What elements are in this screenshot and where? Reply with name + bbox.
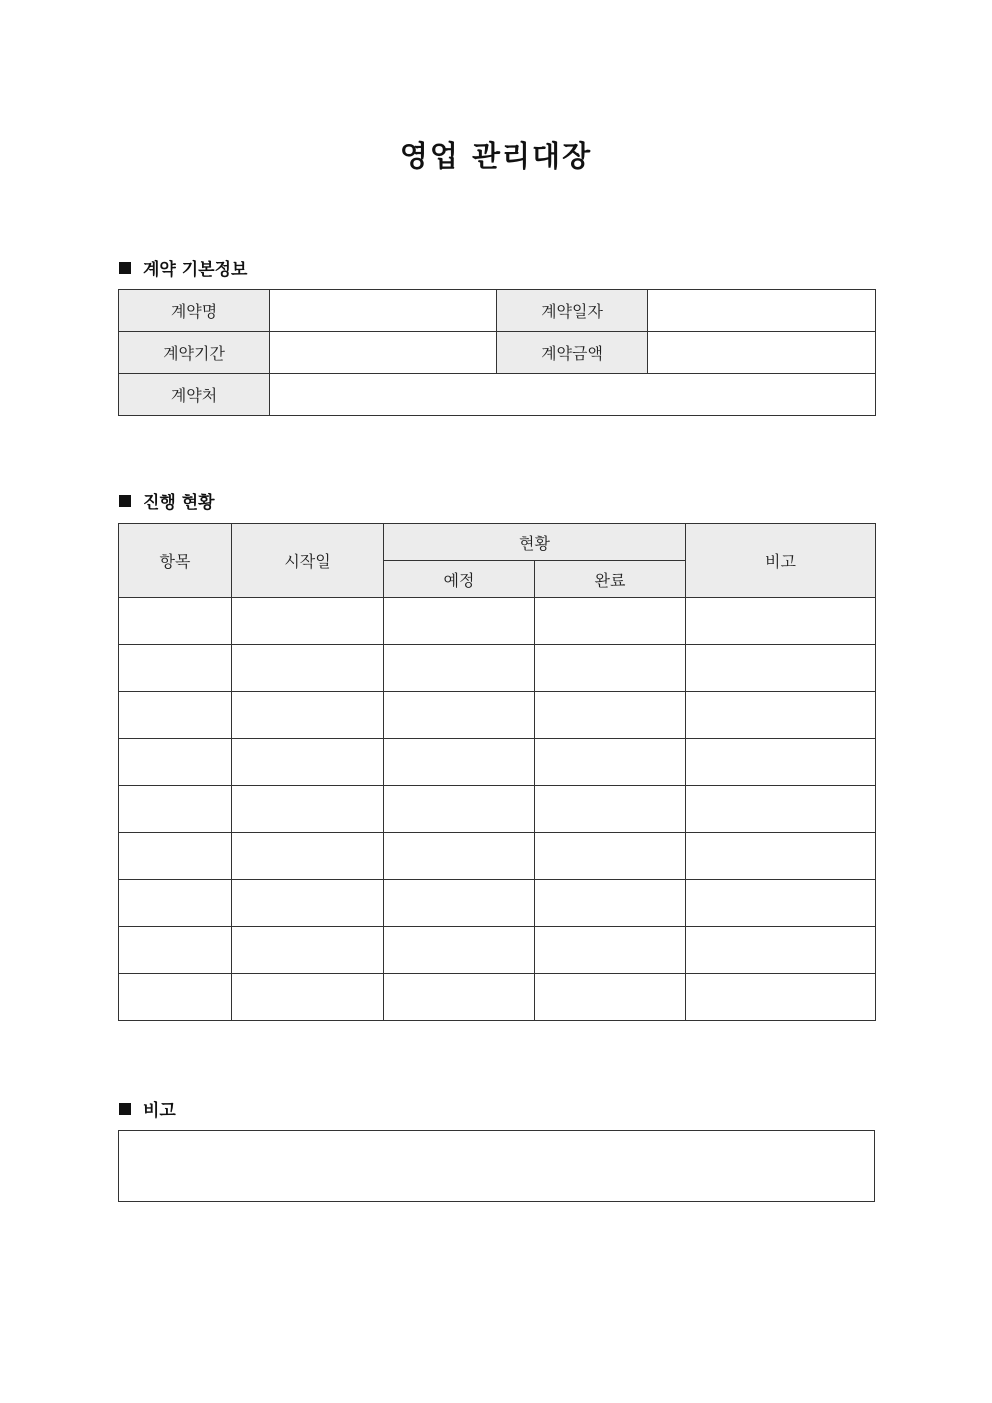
remarks-cell[interactable] [686,880,876,927]
item-cell[interactable] [119,927,232,974]
contract-date-field[interactable] [648,290,876,332]
completed-cell[interactable] [535,645,686,692]
completed-cell[interactable] [535,692,686,739]
table-row [119,833,876,880]
completed-cell[interactable] [535,880,686,927]
planned-cell[interactable] [384,786,535,833]
table-row [119,645,876,692]
section-title: 계약 기본정보 [143,260,248,280]
start-date-cell[interactable] [232,786,384,833]
table-row [119,927,876,974]
completed-cell[interactable] [535,927,686,974]
completed-cell[interactable] [535,974,686,1021]
completed-cell[interactable] [535,598,686,645]
remarks-cell[interactable] [686,598,876,645]
header-item: 항목 [119,524,232,598]
table-row [119,974,876,1021]
section-remarks [119,1096,176,1121]
planned-cell[interactable] [384,645,535,692]
contract-period-field[interactable] [270,332,497,374]
progress-table-body [119,598,876,1021]
header-remarks: 비고 [686,524,876,598]
planned-cell[interactable] [384,880,535,927]
section-progress [119,488,215,513]
remarks-cell[interactable] [686,974,876,1021]
item-cell[interactable] [119,692,232,739]
completed-cell[interactable] [535,786,686,833]
item-cell[interactable] [119,880,232,927]
item-cell[interactable] [119,645,232,692]
header-start-date: 시작일 [232,524,384,598]
table-row [119,880,876,927]
header-planned: 예정 [384,561,535,598]
progress-table [118,523,876,1021]
square-bullet-icon [119,262,131,274]
contract-amount-label: 계약금액 [497,332,648,374]
contractor-field[interactable] [270,374,876,416]
planned-cell[interactable] [384,833,535,880]
start-date-cell[interactable] [232,974,384,1021]
start-date-cell[interactable] [232,927,384,974]
planned-cell[interactable] [384,927,535,974]
contract-period-label: 계약기간 [119,332,270,374]
contract-name-field[interactable] [270,290,497,332]
table-row [119,786,876,833]
start-date-cell[interactable] [232,880,384,927]
table-row [119,332,876,374]
start-date-cell[interactable] [232,598,384,645]
table-row [119,598,876,645]
square-bullet-icon [119,495,131,507]
remarks-cell[interactable] [686,927,876,974]
planned-cell[interactable] [384,692,535,739]
page-title: 영업 관리대장 [399,139,593,173]
item-cell[interactable] [119,786,232,833]
completed-cell[interactable] [535,739,686,786]
contract-date-label: 계약일자 [497,290,648,332]
table-row [119,692,876,739]
contract-amount-field[interactable] [648,332,876,374]
start-date-cell[interactable] [232,739,384,786]
section-basic-info [119,255,247,280]
planned-cell[interactable] [384,974,535,1021]
remarks-cell[interactable] [686,739,876,786]
item-cell[interactable] [119,974,232,1021]
item-cell[interactable] [119,598,232,645]
table-header-row [119,524,876,561]
table-row [119,739,876,786]
start-date-cell[interactable] [232,833,384,880]
section-title: 비고 [143,1101,176,1121]
remarks-cell[interactable] [686,692,876,739]
table-row [119,290,876,332]
completed-cell[interactable] [535,833,686,880]
remarks-cell[interactable] [686,645,876,692]
section-title: 진행 현황 [143,493,215,513]
header-completed: 완료 [535,561,686,598]
square-bullet-icon [119,1103,131,1115]
planned-cell[interactable] [384,598,535,645]
start-date-cell[interactable] [232,645,384,692]
remarks-cell[interactable] [686,786,876,833]
remarks-cell[interactable] [686,833,876,880]
item-cell[interactable] [119,833,232,880]
contract-name-label: 계약명 [119,290,270,332]
table-row [119,374,876,416]
item-cell[interactable] [119,739,232,786]
header-status: 현황 [384,524,686,561]
contract-info-table [118,289,876,416]
contractor-label: 계약처 [119,374,270,416]
start-date-cell[interactable] [232,692,384,739]
planned-cell[interactable] [384,739,535,786]
remarks-field[interactable] [118,1130,875,1202]
